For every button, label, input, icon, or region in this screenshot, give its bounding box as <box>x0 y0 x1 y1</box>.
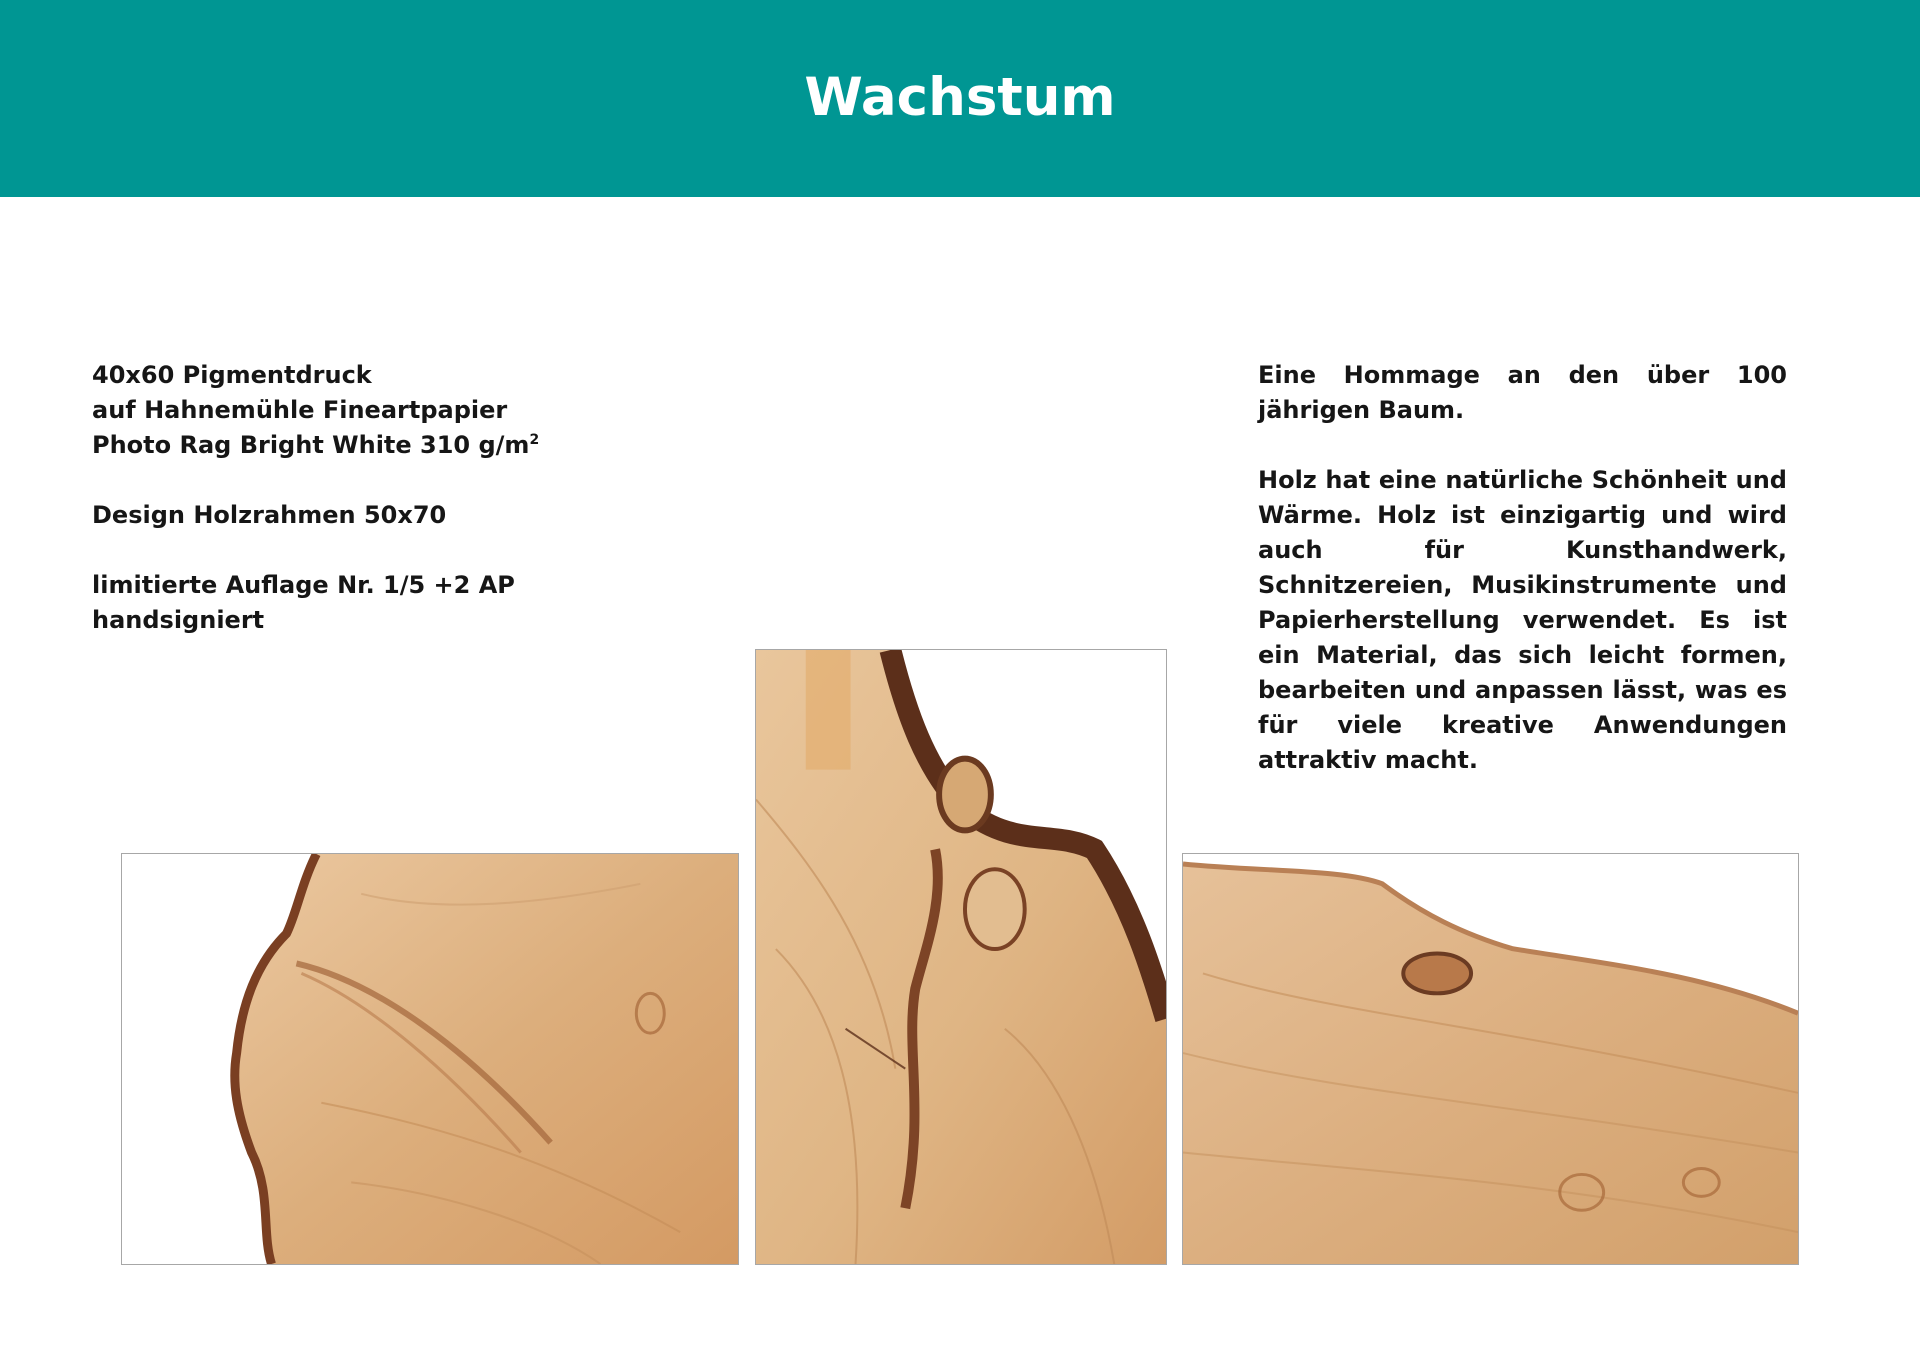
header-banner <box>0 0 1920 197</box>
wood-slab-center-image <box>756 650 1166 1264</box>
specs-edition-line: limitierte Auflage Nr. 1/5 +2 AP <box>92 571 515 599</box>
specs-format-line: 40x60 Pigmentdruck <box>92 361 372 389</box>
wood-photo-right <box>1182 853 1799 1265</box>
wood-photo-left <box>121 853 739 1265</box>
description-body: Holz hat eine natürliche Schönheit und Wärme. Holz ist einzigartig und wird auch für Kunsthandwerk, Schnitzereien, Musikinstrumente und Papierherstellung verwendet. Es ist ein Material, das sich leicht formen, bearbeiten und anpassen lässt, was es für viele kreative Anwendungen attraktiv macht. <box>1258 466 1787 774</box>
specs-frame-block <box>92 498 612 533</box>
specs-signature-line: handsigniert <box>92 606 265 634</box>
specs-print-block <box>92 358 612 463</box>
print-specifications <box>92 358 612 673</box>
wood-slab-right-image <box>1183 854 1798 1264</box>
specs-frame-line: Design Holzrahmen 50x70 <box>92 501 447 529</box>
wood-slab-left-image <box>122 854 738 1264</box>
specs-paper-weight-line <box>92 428 612 463</box>
specs-paper-line: auf Hahnemühle Fineartpapier <box>92 396 508 424</box>
specs-edition-block <box>92 568 612 638</box>
specs-paper-weight-text: Photo Rag Bright White 310 g/m <box>92 431 530 459</box>
wood-photo-center <box>755 649 1167 1265</box>
artwork-description <box>1258 358 1787 813</box>
description-intro: Eine Hommage an den über 100 jährigen Baum. <box>1258 361 1787 424</box>
page-title: Wachstum <box>804 67 1116 128</box>
specs-unit-superscript: 2 <box>529 432 540 448</box>
